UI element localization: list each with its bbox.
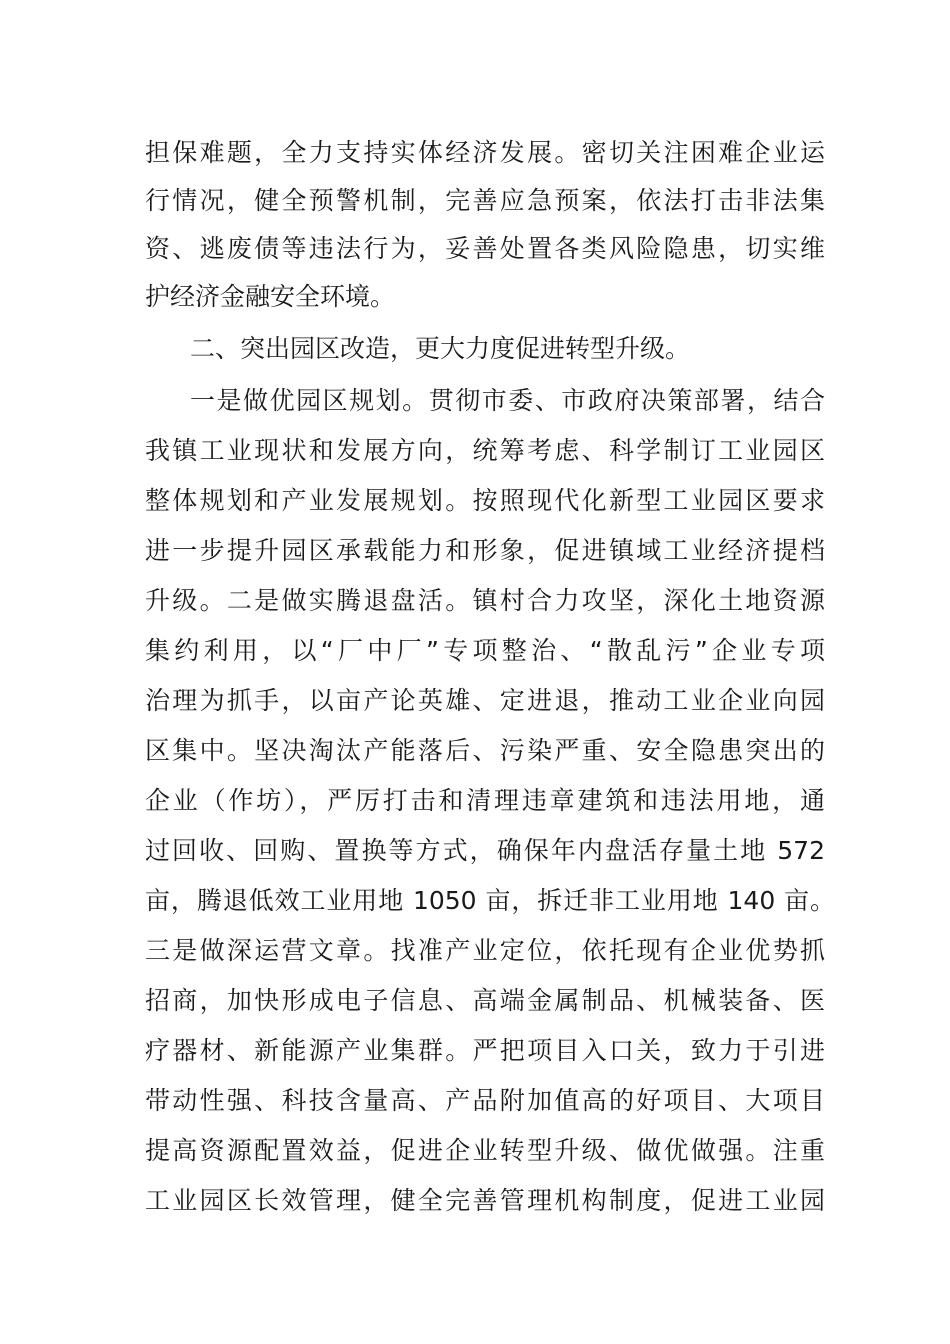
text-line: 担保难题，全力支持实体经济发展。密切关注困难企业运	[145, 138, 825, 167]
text-line: 整体规划和产业发展规划。按照现代化新型工业园区要求	[145, 486, 825, 515]
text-line: 工业园区长效管理，健全完善管理机构制度，促进工业园	[145, 1186, 825, 1215]
text-line: 企业（作坊），严厉打击和清理违章建筑和违法用地，通	[145, 786, 825, 815]
text-line: 亩，腾退低效工业用地 1050 亩，拆迁非工业用地 140 亩。	[145, 886, 835, 915]
section-heading: 二、突出园区改造，更大力度促进转型升级。	[190, 334, 691, 363]
text-line: 疗器材、新能源产业集群。严把项目入口关，致力于引进	[145, 1036, 825, 1065]
text-line: 提高资源配置效益，促进企业转型升级、做优做强。注重	[145, 1136, 825, 1165]
text-line: 区集中。坚决淘汰产能落后、污染严重、安全隐患突出的	[145, 736, 825, 765]
text-line: 三是做深运营文章。找准产业定位，依托现有企业优势抓	[145, 936, 825, 965]
text-line: 带动性强、科技含量高、产品附加值高的好项目、大项目	[145, 1086, 825, 1115]
text-line: 招商，加快形成电子信息、高端金属制品、机械装备、医	[145, 986, 825, 1015]
text-line: 行情况，健全预警机制，完善应急预案，依法打击非法集	[145, 186, 825, 215]
text-line: 集约利用，以“厂中厂”专项整治、“散乱污”企业专项	[145, 636, 825, 665]
text-line: 资、逃废债等违法行为，妥善处置各类风险隐患，切实维	[145, 234, 825, 263]
text-line: 一是做优园区规划。贯彻市委、市政府决策部署，结合	[190, 386, 825, 415]
text-line: 过回收、回购、置换等方式，确保年内盘活存量土地 572	[145, 836, 825, 865]
text-line: 护经济金融安全环境。	[145, 282, 396, 311]
text-line: 进一步提升园区承载能力和形象，促进镇域工业经济提档	[145, 536, 825, 565]
text-line: 我镇工业现状和发展方向，统筹考虑、科学制订工业园区	[145, 436, 825, 465]
text-line: 升级。二是做实腾退盘活。镇村合力攻坚，深化土地资源	[145, 586, 825, 615]
text-line: 治理为抓手，以亩产论英雄、定进退，推动工业企业向园	[145, 686, 825, 715]
